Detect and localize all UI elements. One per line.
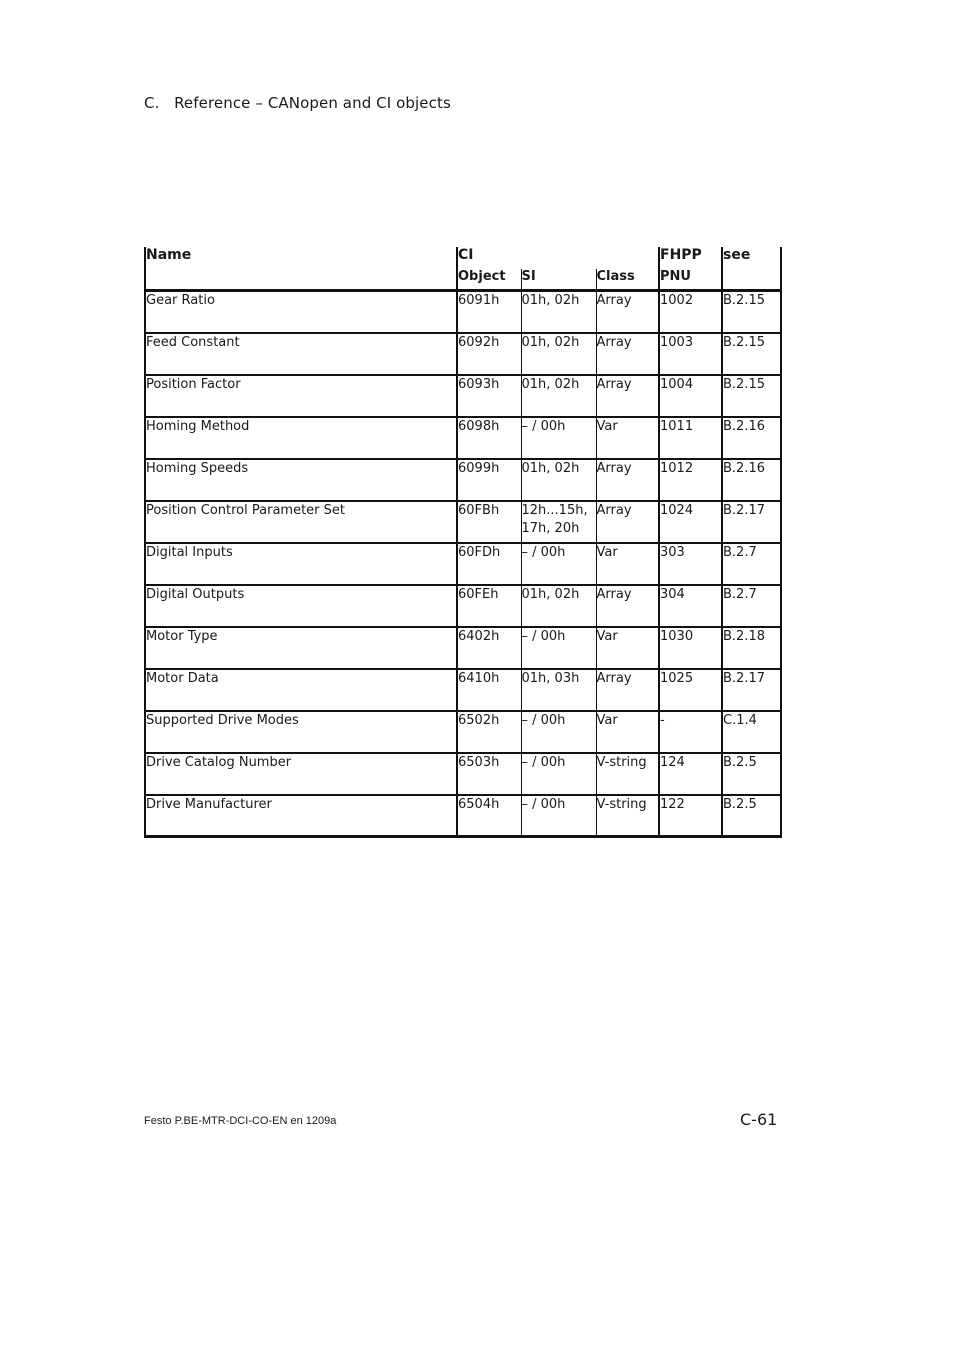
cell-see: B.2.15 bbox=[722, 333, 781, 375]
cell-name: Motor Data bbox=[145, 669, 457, 711]
cell-see: B.2.7 bbox=[722, 585, 781, 627]
cell-name: Gear Ratio bbox=[145, 291, 457, 333]
cell-class: V-string bbox=[596, 795, 659, 837]
cell-see: B.2.18 bbox=[722, 627, 781, 669]
cell-class: Array bbox=[596, 501, 659, 543]
cell-class: V-string bbox=[596, 753, 659, 795]
cell-si: 01h, 03h bbox=[521, 669, 596, 711]
chapter-title: Reference – CANopen and CI objects bbox=[174, 94, 451, 112]
cell-name: Drive Manufacturer bbox=[145, 795, 457, 837]
cell-name: Feed Constant bbox=[145, 333, 457, 375]
cell-pnu: 304 bbox=[659, 585, 722, 627]
cell-name: Homing Method bbox=[145, 417, 457, 459]
table-row bbox=[145, 627, 781, 669]
cell-pnu: 1024 bbox=[659, 501, 722, 543]
table-row bbox=[145, 291, 781, 333]
cell-si: – / 00h bbox=[521, 795, 596, 837]
cell-object: 60FDh bbox=[457, 543, 521, 585]
cell-si: – / 00h bbox=[521, 417, 596, 459]
table-row bbox=[145, 711, 781, 753]
footer-document-id: Festo P.BE-MTR-DCI-CO-EN en 1209a bbox=[144, 1115, 337, 1127]
cell-object: 6410h bbox=[457, 669, 521, 711]
cell-si: 01h, 02h bbox=[521, 375, 596, 417]
object-reference-table bbox=[144, 247, 782, 838]
cell-pnu: 303 bbox=[659, 543, 722, 585]
cell-see: C.1.4 bbox=[722, 711, 781, 753]
header-row-top bbox=[145, 247, 781, 269]
cell-see: B.2.17 bbox=[722, 501, 781, 543]
cell-see: B.2.5 bbox=[722, 753, 781, 795]
cell-name: Digital Outputs bbox=[145, 585, 457, 627]
cell-class: Var bbox=[596, 543, 659, 585]
cell-name: Motor Type bbox=[145, 627, 457, 669]
cell-class: Array bbox=[596, 375, 659, 417]
cell-class: Var bbox=[596, 627, 659, 669]
page-header bbox=[144, 94, 451, 112]
cell-pnu: - bbox=[659, 711, 722, 753]
cell-pnu: 1030 bbox=[659, 627, 722, 669]
cell-object: 6504h bbox=[457, 795, 521, 837]
cell-name: Drive Catalog Number bbox=[145, 753, 457, 795]
cell-see: B.2.7 bbox=[722, 543, 781, 585]
col-header-pnu: PNU bbox=[659, 269, 722, 291]
cell-object: 6092h bbox=[457, 333, 521, 375]
cell-see: B.2.5 bbox=[722, 795, 781, 837]
cell-object: 6502h bbox=[457, 711, 521, 753]
cell-class: Array bbox=[596, 459, 659, 501]
cell-si: – / 00h bbox=[521, 627, 596, 669]
cell-pnu: 1025 bbox=[659, 669, 722, 711]
col-header-ci: CI bbox=[457, 247, 659, 269]
page-number: C-61 bbox=[740, 1110, 778, 1129]
table-row bbox=[145, 501, 781, 543]
cell-pnu: 1003 bbox=[659, 333, 722, 375]
cell-si: 12h...15h, 17h, 20h bbox=[521, 501, 596, 543]
cell-name: Position Control Parameter Set bbox=[145, 501, 457, 543]
cell-si: – / 00h bbox=[521, 711, 596, 753]
cell-si: 01h, 02h bbox=[521, 459, 596, 501]
col-header-fhpp: FHPP bbox=[659, 247, 722, 269]
table-row bbox=[145, 669, 781, 711]
cell-object: 6402h bbox=[457, 627, 521, 669]
table-row bbox=[145, 333, 781, 375]
cell-si: 01h, 02h bbox=[521, 585, 596, 627]
cell-pnu: 122 bbox=[659, 795, 722, 837]
cell-class: Array bbox=[596, 585, 659, 627]
cell-name: Position Factor bbox=[145, 375, 457, 417]
cell-object: 6503h bbox=[457, 753, 521, 795]
cell-si: – / 00h bbox=[521, 753, 596, 795]
cell-pnu: 1004 bbox=[659, 375, 722, 417]
cell-object: 60FBh bbox=[457, 501, 521, 543]
cell-pnu: 1012 bbox=[659, 459, 722, 501]
cell-object: 60FEh bbox=[457, 585, 521, 627]
cell-class: Array bbox=[596, 669, 659, 711]
cell-see: B.2.16 bbox=[722, 417, 781, 459]
cell-name: Homing Speeds bbox=[145, 459, 457, 501]
table-row bbox=[145, 459, 781, 501]
cell-class: Array bbox=[596, 333, 659, 375]
cell-si: 01h, 02h bbox=[521, 333, 596, 375]
cell-object: 6098h bbox=[457, 417, 521, 459]
cell-class: Var bbox=[596, 417, 659, 459]
table-row bbox=[145, 795, 781, 837]
col-header-name: Name bbox=[145, 247, 457, 291]
table-row bbox=[145, 375, 781, 417]
table-row bbox=[145, 543, 781, 585]
chapter-number: C. bbox=[144, 94, 160, 112]
cell-class: Array bbox=[596, 291, 659, 333]
col-header-si: SI bbox=[521, 269, 596, 291]
cell-see: B.2.16 bbox=[722, 459, 781, 501]
cell-object: 6091h bbox=[457, 291, 521, 333]
col-header-object: Object bbox=[457, 269, 521, 291]
table-row bbox=[145, 417, 781, 459]
cell-si: – / 00h bbox=[521, 543, 596, 585]
table-body bbox=[145, 291, 781, 837]
cell-class: Var bbox=[596, 711, 659, 753]
cell-pnu: 124 bbox=[659, 753, 722, 795]
col-header-class: Class bbox=[596, 269, 659, 291]
cell-pnu: 1002 bbox=[659, 291, 722, 333]
table-row bbox=[145, 585, 781, 627]
cell-name: Supported Drive Modes bbox=[145, 711, 457, 753]
cell-si: 01h, 02h bbox=[521, 291, 596, 333]
cell-see: B.2.15 bbox=[722, 375, 781, 417]
col-header-see: see bbox=[722, 247, 781, 291]
cell-pnu: 1011 bbox=[659, 417, 722, 459]
cell-object: 6099h bbox=[457, 459, 521, 501]
table-row bbox=[145, 753, 781, 795]
cell-object: 6093h bbox=[457, 375, 521, 417]
cell-name: Digital Inputs bbox=[145, 543, 457, 585]
cell-see: B.2.17 bbox=[722, 669, 781, 711]
cell-see: B.2.15 bbox=[722, 291, 781, 333]
